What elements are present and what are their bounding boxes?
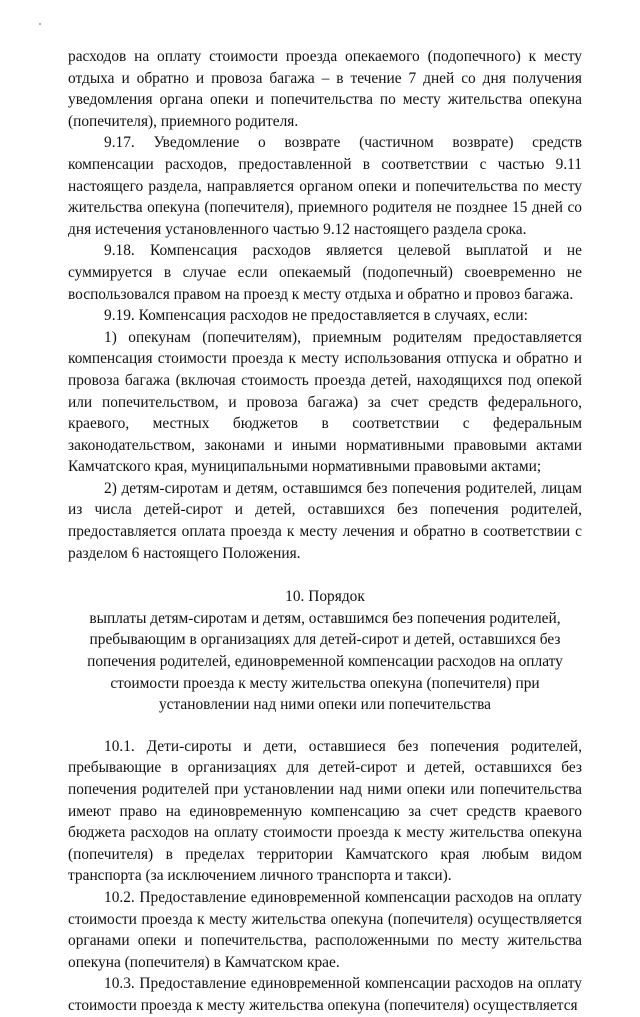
paragraph-continuation: расходов на оплату стоимости проезда опекаемого (подопечного) к месту отдыха и обратно и провоза багажа – в течение 7 дней со дня получения уведомления органа опеки и попечительства по месту жительства опекуна (попечителя), приемного родителя. [68, 48, 582, 130]
section-heading-title: выплаты детям-сиротам и детям, оставшимся без попечения родителей, пребывающим в организациях для детей-сирот и детей, оставшихся без попечения родителей, единовременной компенсации расходов на оплату стоимости проезда к месту жительства опекуна (попечителя) при установлении над ними опеки или попечительства [87, 609, 563, 714]
paragraph-10-1: 10.1. Дети-сироты и дети, оставшиеся без попечения родителей, пребывающие в организациях для детей-сирот и детей, оставшихся без попечения родителей при установлении над ними опеки или попечительства имеют право на единовременную компенсацию за счет средств краевого бюджета расходов на оплату стоимости проезда к месту жительства опекуна (попечителя) в пределах территории Камчатского края любым видом транспорта (за исключением личного транспорта и такси). [68, 737, 582, 885]
scan-speck [39, 23, 41, 25]
section-heading-number: 10. Порядок [285, 588, 365, 606]
paragraph-10-3: 10.3. Предоставление единовременной компенсации расходов на оплату стоимости проезда к месту жительства опекуна (попечителя) осуществляется [68, 975, 582, 1014]
section-spacer [68, 716, 582, 736]
paragraph-9-19: 9.19. Компенсация расходов не предоставляется в случаях, если: [104, 307, 528, 325]
document-body [68, 46, 582, 1017]
paragraph-9-18: 9.18. Компенсация расходов является целевой выплатой и не суммируется в случае если опекаемый (подопечный) своевременно не воспользовался правом на проезд к месту отдыха и обратно и провоз багажа. [68, 242, 582, 303]
paragraph-9-19-item-2: 2) детям-сиротам и детям, оставшимся без попечения родителей, лицам из числа детей-сирот и детей, оставшихся без попечения родителей, предоставляется оплата проезда к месту лечения и обратно в соответствии с разделом 6 настоящего Положения. [68, 479, 582, 562]
paragraph-9-19-item-1: 1) опекунам (попечителям), приемным родителям предоставляется компенсация стоимости проезда к месту использования отпуска и обратно и провоза багажа (включая стоимость проезда детей, находящихся под опекой или попечительством, и провоза багажа) за счет средств федерального, краевого, местных бюджетов в соответствии с федеральным законодательством, законами и иными нормативными правовыми актами Камчатского края, муниципальными нормативными правовыми актами; [68, 328, 582, 476]
paragraph-9-17: 9.17. Уведомление о возврате (частичном возврате) средств компенсации расходов, предоставленной в соответствии с частью 9.11 настоящего раздела, направляется органом опеки и попечительства по месту жительства опекуна (попечителя), приемного родителя не позднее 15 дней со дня истечения установленного частью 9.12 настоящего раздела срока. [68, 134, 582, 238]
paragraph-10-2: 10.2. Предоставление единовременной компенсации расходов на оплату стоимости проезда к месту жительства опекуна (попечителя) осуществляется органами опеки и попечительства, расположенными по месту жительства опекуна (попечителя) в Камчатском крае. [68, 888, 582, 971]
